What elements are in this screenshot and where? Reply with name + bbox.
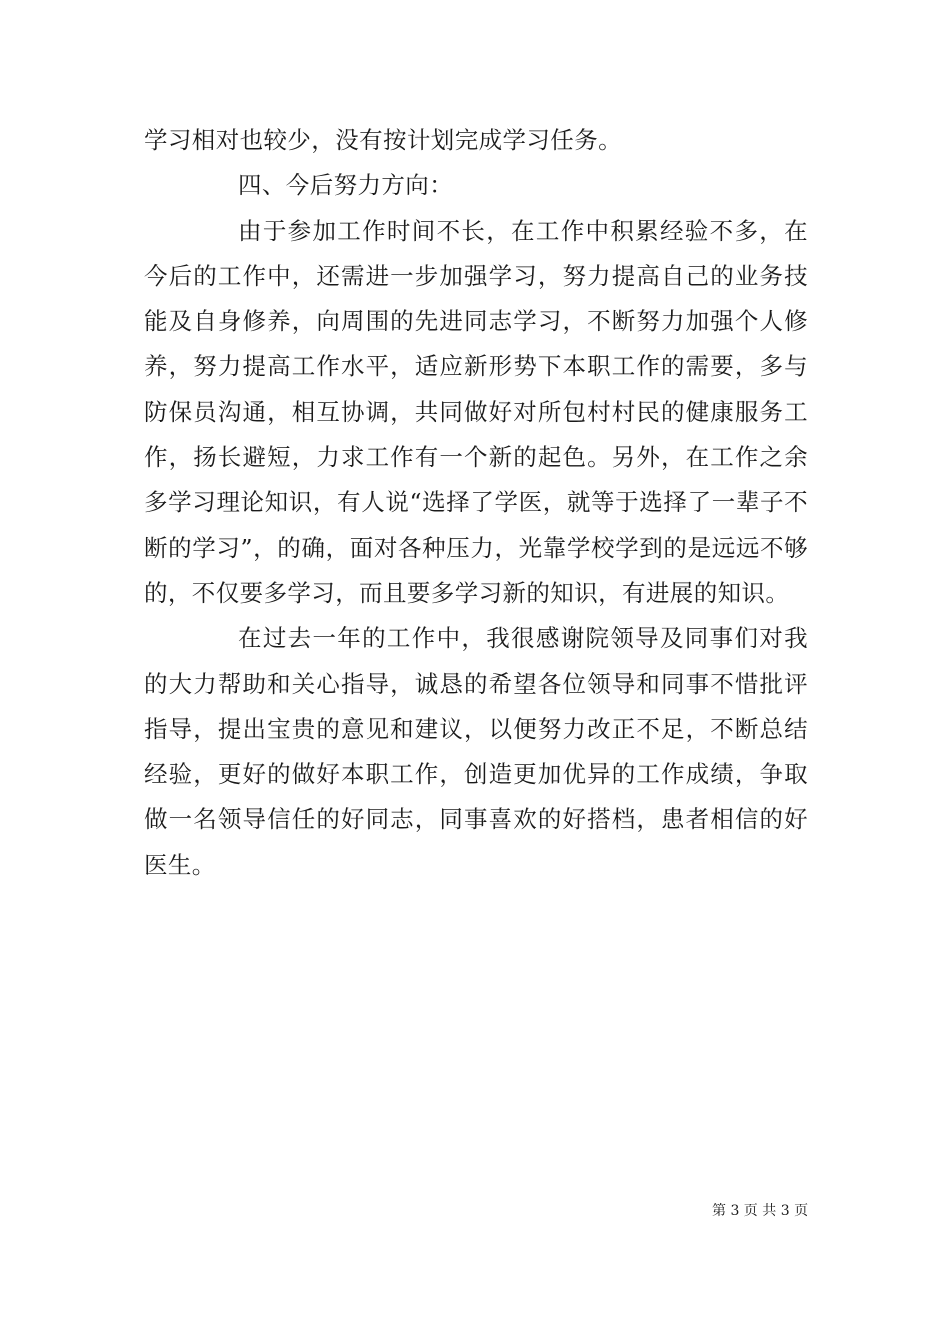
document-body	[144, 118, 808, 888]
paragraph-continued: 学习相对也较少，没有按计划完成学习任务。	[144, 126, 622, 154]
section-heading: 四、今后努力方向：	[238, 171, 454, 200]
paragraph-thanks: 在过去一年的工作中，我很感谢院领导及同事们对我的大力帮助和关心指导，诚恳的希望各位领导和同事不惜批评指导，提出宝贵的意见和建议，以便努力改正不足，不断总结经验，更好的做好本职工作，创造更加优异的工作成绩，争取做一名领导信任的好同志，同事喜欢的好搭档，患者相信的好医生。	[144, 624, 808, 879]
page-footer: 第 3 页 共 3 页	[712, 1203, 809, 1219]
paragraph-future-direction: 由于参加工作时间不长，在工作中积累经验不多，在今后的工作中，还需进一步加强学习，努力提高自己的业务技能及自身修养，向周围的先进同志学习，不断努力加强个人修养，努力提高工作水平，适应新形势下本职工作的需要，多与防保员沟通，相互协调，共同做好对所包村村民的健康服务工作，扬长避短，力求工作有一个新的起色。另外，在工作之余多学习理论知识，有人说“选择了学医，就等于选择了一辈子不断的学习”，的确，面对各种压力，光靠学校学到的是远远不够的，不仅要多学习，而且要多学习新的知识，有进展的知识。	[144, 216, 808, 607]
